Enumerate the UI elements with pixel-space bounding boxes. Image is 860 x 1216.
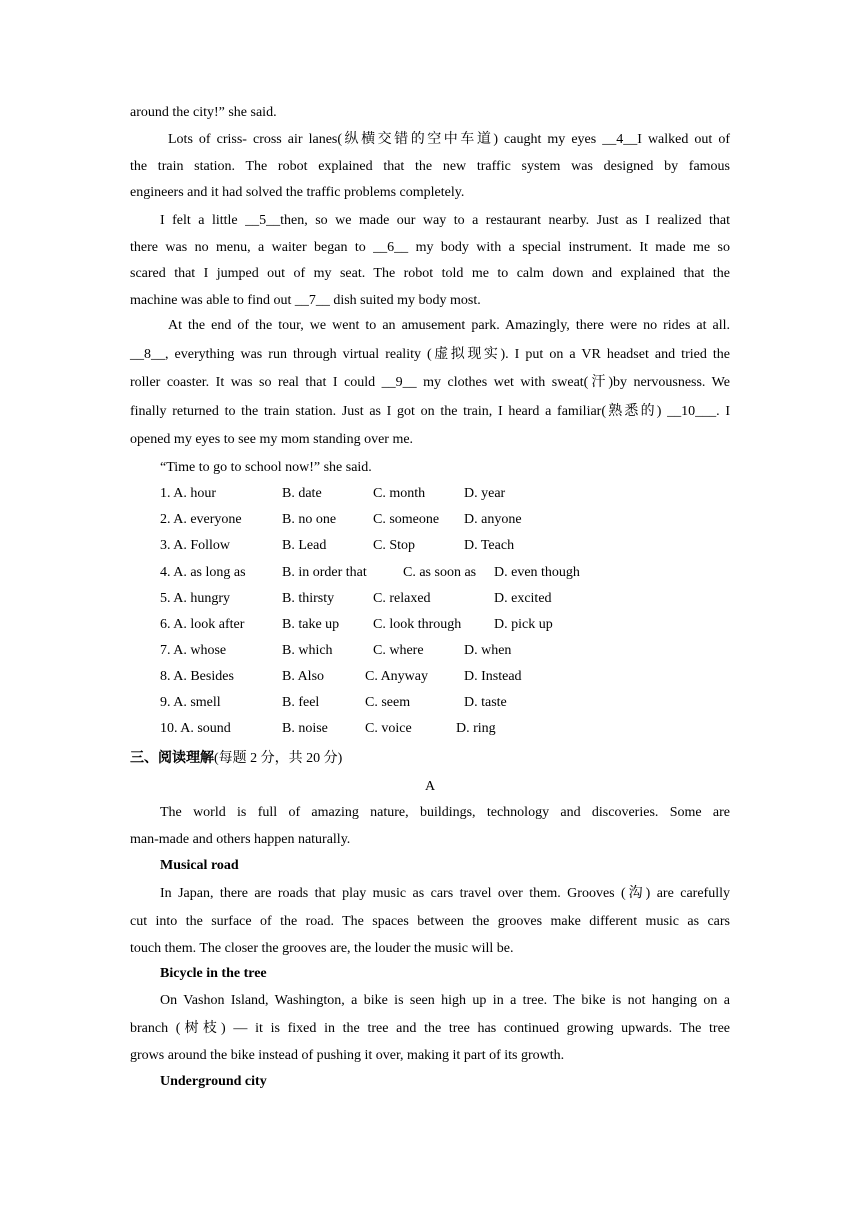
option-a: 1. A. hour [160,486,216,501]
passage-paragraph-3 [130,312,730,455]
option-b: B. date [282,486,322,501]
passage-line: opened my eyes to see my mom standing over me. [130,432,414,447]
passage-line: The world is full of amazing nature, buildings, technology and discoveries. Some are [160,805,730,820]
option-row [160,721,660,741]
passage-paragraph-1 [130,127,730,207]
subheading-underground-city: Underground city [160,1074,267,1089]
option-row [160,512,660,532]
option-row [160,643,660,663]
subheading-musical-road: Musical road [160,858,239,873]
option-d: D. anyone [464,512,522,527]
option-d: D. when [464,643,512,658]
passage-paragraph-2 [130,208,730,314]
passage-line: __8__, everything was run through virtual reality (虚拟现实). I put on a VR headset and tried the [130,346,730,362]
option-a: 10. A. sound [160,721,231,736]
option-b: B. no one [282,512,337,527]
passage-line: At the end of the tour, we went to an amusement park. Amazingly, there were no rides at all. [168,318,730,333]
passage-line: I felt a little __5__then, so we made our way to a restaurant nearby. Just as I realized that [160,213,730,228]
option-c: C. look through [373,617,462,632]
option-d: D. Teach [464,538,515,553]
reading-intro [130,800,730,853]
option-c: C. Stop [373,538,416,553]
option-row [160,591,660,611]
option-c: C. month [373,486,426,501]
option-c: C. voice [365,721,412,736]
part-label: A [424,779,436,794]
option-c: C. Anyway [365,669,428,684]
option-row [160,669,660,689]
option-a: 9. A. smell [160,695,221,710]
passage-line: cut into the surface of the road. The spaces between the grooves make different music as cars [130,913,730,929]
passage-line: there was no menu, a waiter began to __6__ my body with a special instrument. It made me so [130,239,730,255]
option-b: B. noise [282,721,328,736]
option-c: C. seem [365,695,411,710]
passage-line: On Vashon Island, Washington, a bike is seen high up in a tree. The bike is not hanging on a [160,993,730,1008]
option-a: 4. A. as long as [160,565,246,580]
option-a: 5. A. hungry [160,591,230,606]
option-b: B. feel [282,695,320,710]
option-c: C. relaxed [373,591,431,606]
bicycle-tree-paragraph [130,987,730,1070]
passage-line: scared that I jumped out of my seat. The robot told me to calm down and explained that the [130,266,730,281]
option-d: D. ring [456,721,496,736]
option-row [160,538,660,558]
option-d: D. excited [494,591,552,606]
option-a: 6. A. look after [160,617,245,632]
option-b: B. which [282,643,333,658]
option-d: D. year [464,486,506,501]
option-c: C. someone [373,512,440,527]
passage-line: man-made and others happen naturally. [130,831,351,847]
section-heading-title: 三、阅读理解 [130,751,214,766]
option-row [160,565,660,585]
passage-line: roller coaster. It was so real that I could __9__ my clothes wet with sweat(汗)by nervousness. We [130,375,730,390]
option-row [160,617,660,637]
option-d: D. Instead [464,669,522,684]
option-b: B. thirsty [282,591,335,606]
passage-line: engineers and it had solved the traffic problems completely. [130,185,465,200]
option-a: 8. A. Besides [160,669,234,684]
passage-line: the train station. The robot explained that the new traffic system was designed by famous [130,158,730,174]
option-d: D. taste [464,695,507,710]
option-d: D. even though [494,565,580,580]
option-b: B. in order that [282,565,367,580]
option-c: C. where [373,643,424,658]
passage-line: finally returned to the train station. Just as I got on the train, I heard a familiar(熟悉的) __10___. I [130,403,730,419]
subheading-bicycle-tree: Bicycle in the tree [160,966,267,981]
section-heading [130,749,342,769]
passage-line: touch them. The closer the grooves are, the louder the music will be. [130,941,514,956]
section-heading-note: (每题 2 分，共 20 分) [214,751,343,766]
option-a: 3. A. Follow [160,538,231,553]
option-b: B. Also [282,669,325,684]
passage-line: In Japan, there are roads that play music as cars travel over them. Grooves (沟) are carefully [160,886,730,901]
option-a: 2. A. everyone [160,512,242,527]
passage-line: grows around the bike instead of pushing it over, making it part of its growth. [130,1048,565,1063]
option-d: D. pick up [494,617,553,632]
option-c: C. as soon as [403,565,477,580]
option-row [160,695,660,715]
option-b: B. Lead [282,538,327,553]
passage-line: “Time to go to school now!” she said. [160,460,372,475]
passage-line: around the city!” she said. [130,105,277,120]
musical-road-paragraph [130,880,730,963]
passage-line: Lots of criss- cross air lanes(纵横交错的空中车道) caught my eyes __4__I walked out of [168,132,730,147]
passage-line: branch (树枝) — it is fixed in the tree and the tree has continued growing upwards. The tree [130,1020,730,1036]
option-row [160,486,660,506]
option-b: B. take up [282,617,340,632]
option-a: 7. A. whose [160,643,227,658]
passage-line: machine was able to find out __7__ dish suited my body most. [130,292,481,308]
